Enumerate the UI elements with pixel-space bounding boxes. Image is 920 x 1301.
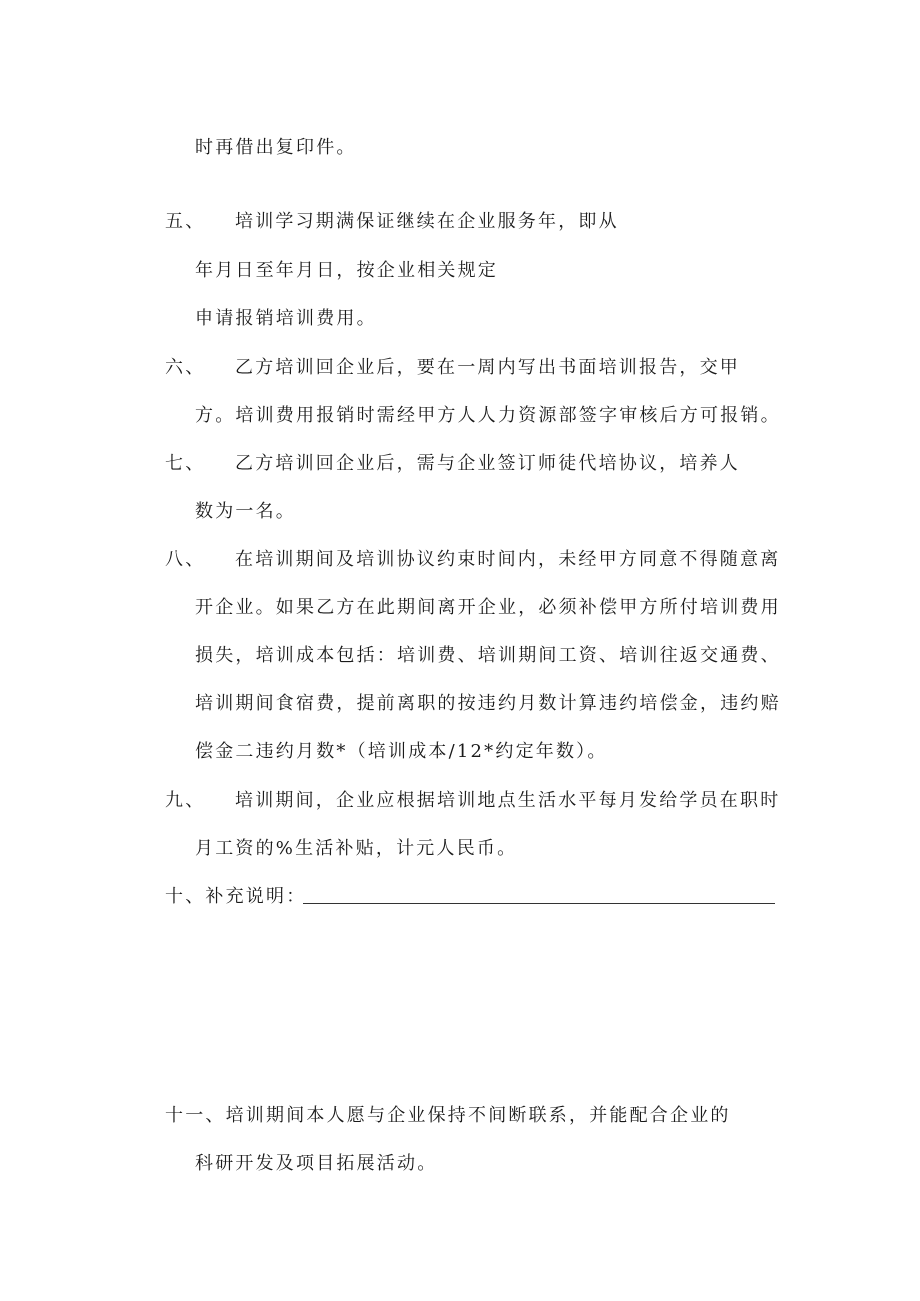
- paragraph-line: 乙方培训回企业后，需与企业签订师徒代培协议，培养人: [235, 453, 740, 474]
- paragraph-line: 培训学习期满保证继续在企业服务年，即从: [235, 211, 619, 232]
- paragraph-line: 培训期间，企业应根据培训地点生活水平每月发给学员在职时: [235, 790, 781, 811]
- item-number-five: 五、: [165, 211, 206, 232]
- paragraph-line: 数为一名。: [195, 501, 296, 522]
- paragraph-line: 偿金二违约月数*（培训成本/12*约定年数）。: [195, 741, 608, 762]
- item-number-nine: 九、: [165, 790, 206, 811]
- item-number-seven: 七、: [165, 453, 206, 474]
- paragraph-line: 乙方培训回企业后，要在一周内写出书面培训报告，交甲: [235, 357, 740, 378]
- paragraph-line: 开企业。如果乙方在此期间离开企业，必须补偿甲方所付培训费用: [195, 597, 781, 618]
- paragraph-line: 年月日至年月日，按企业相关规定: [195, 260, 498, 281]
- item-number-six: 六、: [165, 357, 206, 378]
- paragraph-line: 损失，培训成本包括：培训费、培训期间工资、培训往返交通费、: [195, 645, 781, 666]
- item-number-eight: 八、: [165, 549, 206, 570]
- paragraph-line: 时再借出复印件。: [195, 137, 357, 158]
- paragraph-line: 十一、培训期间本人愿与企业保持不间断联系，并能配合企业的: [165, 1105, 731, 1126]
- paragraph-line: 在培训期间及培训协议约束时间内，未经甲方同意不得随意离: [235, 549, 781, 570]
- paragraph-line: 方。培训费用报销时需经甲方人人力资源部签字审核后方可报销。: [195, 405, 781, 426]
- paragraph-line: 申请报销培训费用。: [195, 308, 377, 329]
- paragraph-line: 月工资的%生活补贴，计元人民币。: [195, 838, 518, 859]
- paragraph-line: 科研开发及项目拓展活动。: [195, 1153, 438, 1174]
- supplement-blank-line[interactable]: [303, 903, 775, 904]
- paragraph-line: 培训期间食宿费，提前离职的按违约月数计算违约培偿金，违约赔: [195, 693, 781, 714]
- supplement-label: 十、补充说明：: [165, 886, 307, 907]
